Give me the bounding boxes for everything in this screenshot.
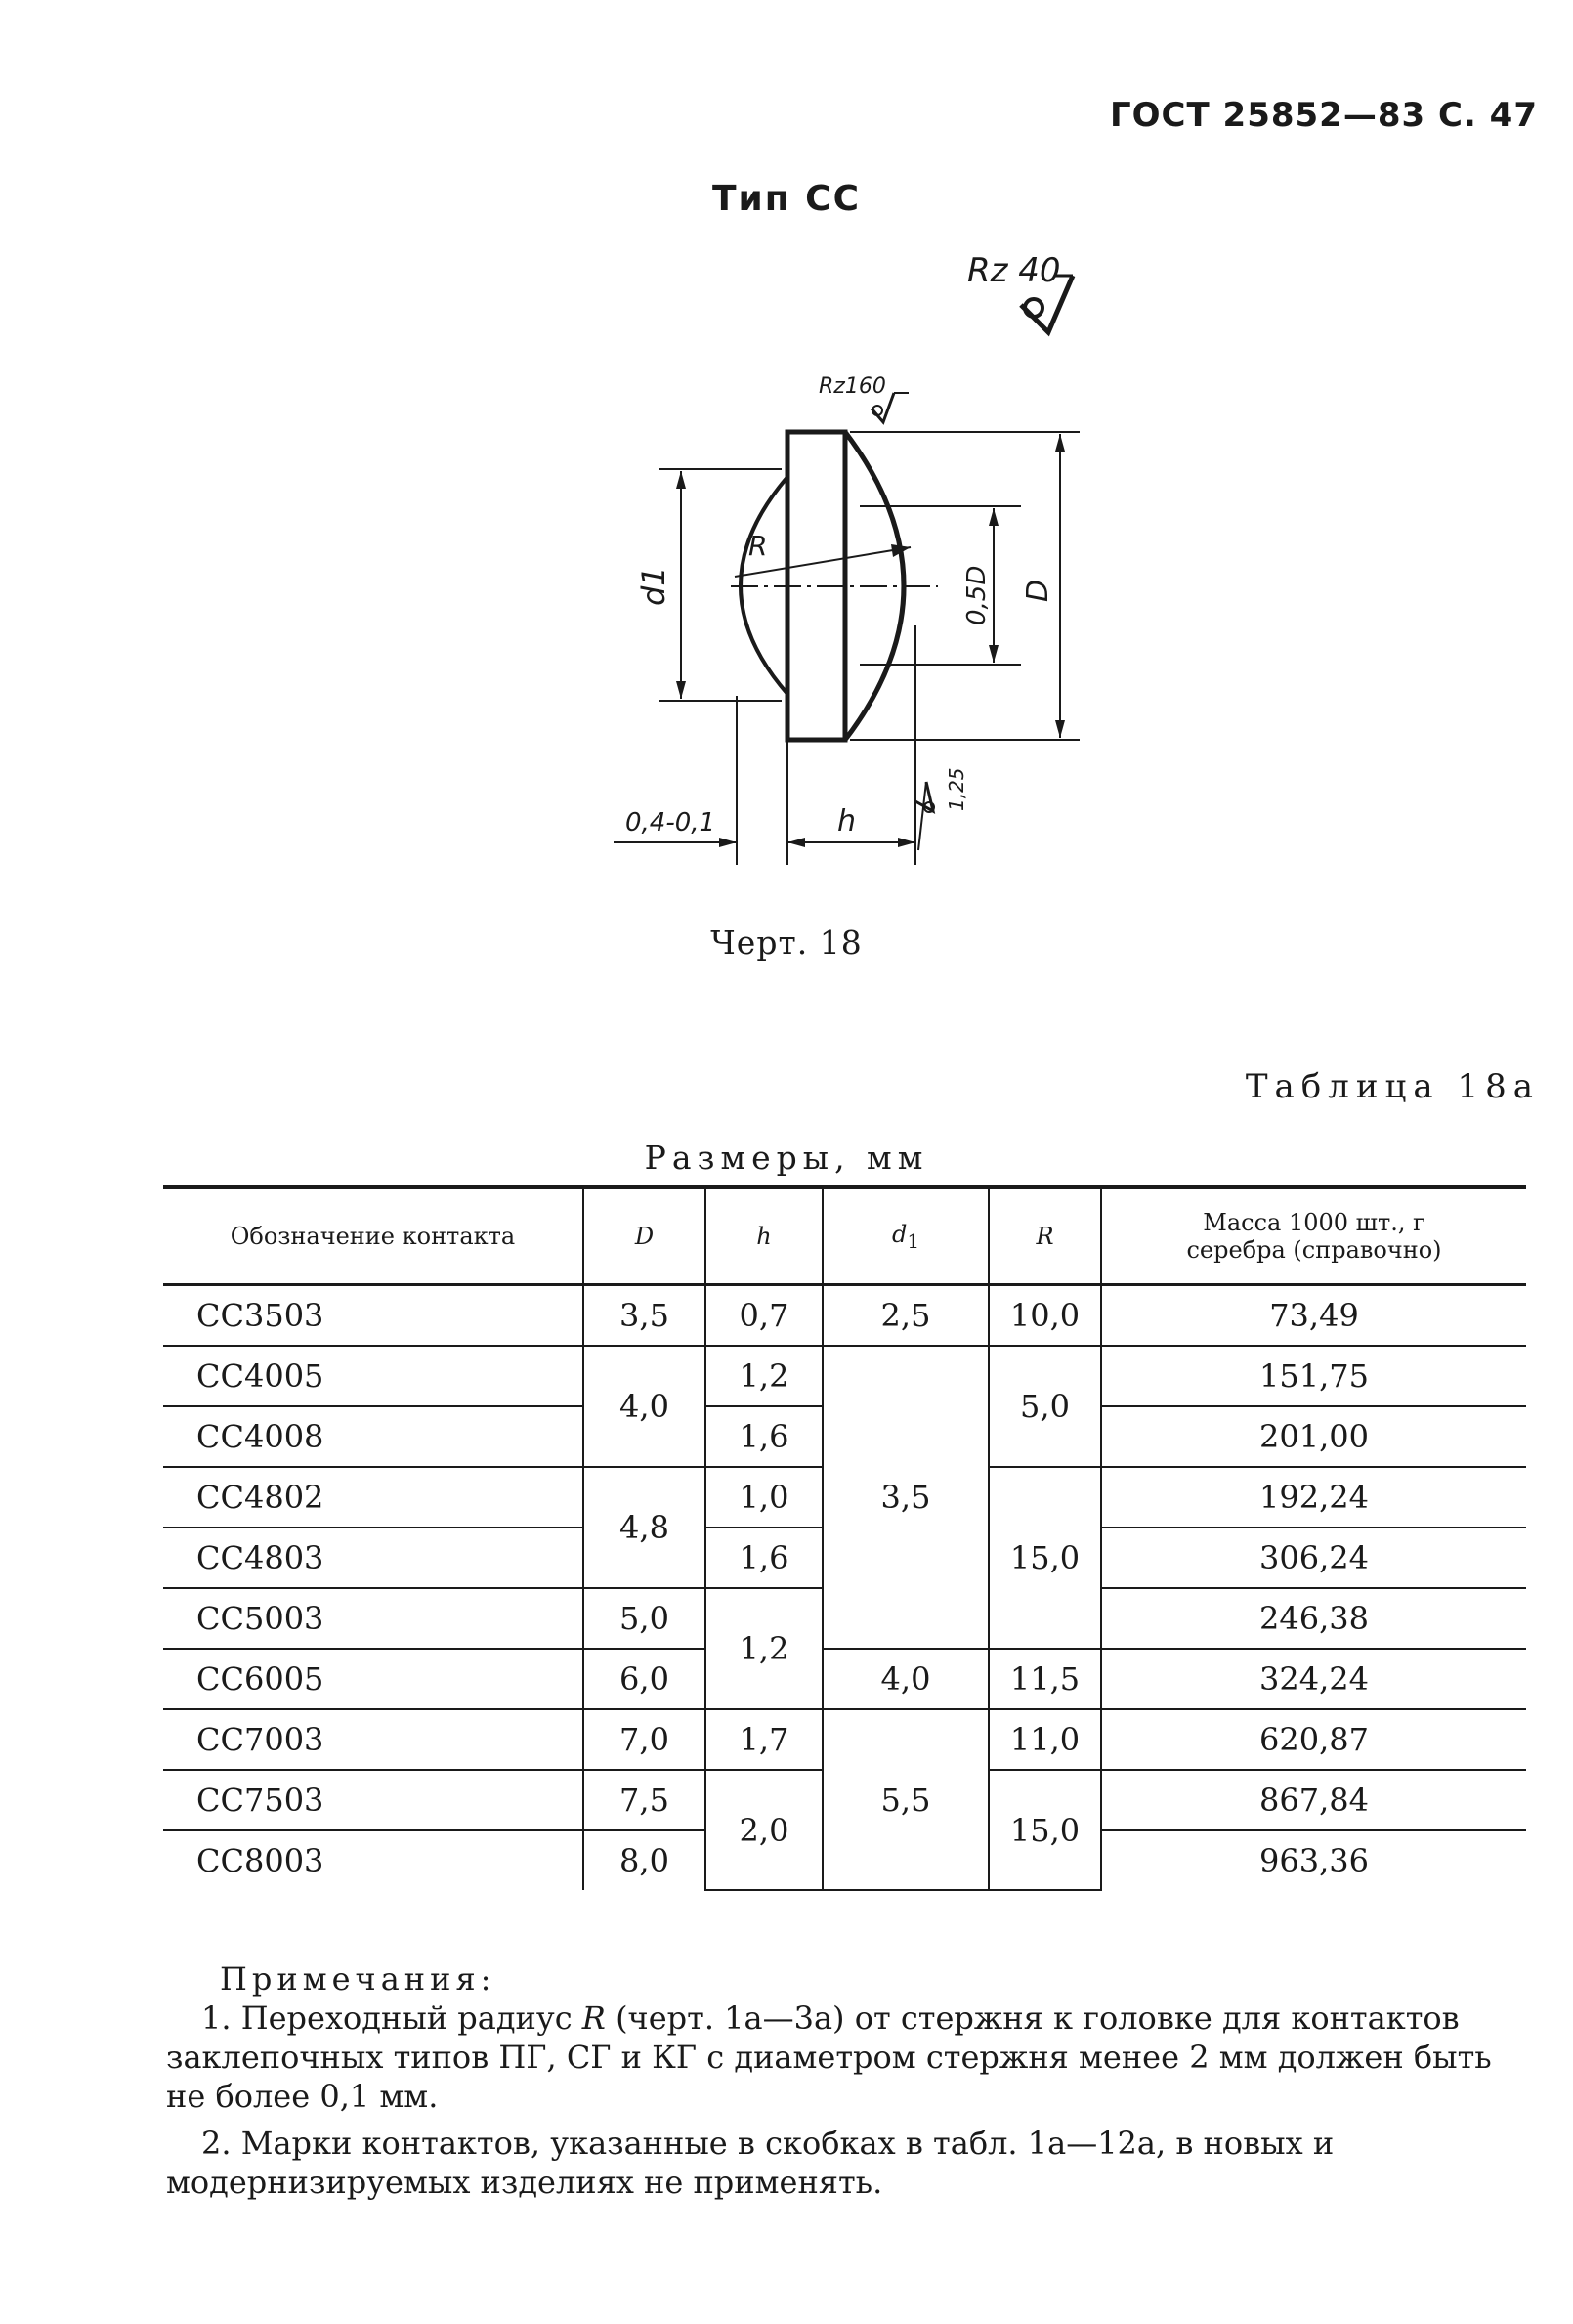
header-designation: Обозначение контакта <box>230 1223 516 1250</box>
note-1-text: (черт. 1а—3а) от стержня к головке для контактов заклепочных типов ПГ, СГ и КГ с диаметром стержня менее 2 мм должен быть не более 0,1 мм. <box>166 2000 1492 2115</box>
cell-D: 3,5 <box>583 1285 705 1347</box>
cell-mass: 963,36 <box>1101 1830 1526 1890</box>
cell-mass: 867,84 <box>1101 1770 1526 1830</box>
cell-name: СС4005 <box>163 1346 583 1406</box>
cell-mass: 306,24 <box>1101 1528 1526 1588</box>
cell-name: СС4803 <box>163 1528 583 1588</box>
cell-R: 15,0 <box>989 1467 1101 1649</box>
roughness-face-symbol <box>915 782 934 850</box>
type-title: Тип СС <box>711 179 862 219</box>
cell-d1: 2,5 <box>823 1285 989 1347</box>
header-mass-line1: Масса 1000 шт., г <box>1203 1209 1425 1236</box>
cell-D: 4,8 <box>583 1467 705 1588</box>
table-subtitle: Размеры, мм <box>644 1139 929 1177</box>
cell-name: СС5003 <box>163 1588 583 1649</box>
cell-R: 5,0 <box>989 1346 1101 1467</box>
dim-h-label: h <box>837 804 857 839</box>
note-1 <box>166 1999 1529 2116</box>
header-d1-symbol: d <box>891 1220 908 1248</box>
cell-d1: 4,0 <box>823 1649 989 1709</box>
note-1-prefix: 1. Переходный радиус <box>201 2000 573 2037</box>
cell-mass: 620,87 <box>1101 1709 1526 1770</box>
cell-h: 1,2 <box>705 1588 823 1709</box>
contact-drawing <box>586 244 1094 870</box>
note-2: 2. Марки контактов, указанные в скобках в табл. 1а—12а, в новых и модернизируемых изделиях не применять. <box>166 2125 1335 2201</box>
cell-h: 1,6 <box>705 1528 823 1588</box>
table-header-row <box>163 1187 1526 1285</box>
notes <box>166 1959 1529 2202</box>
cell-name: СС7003 <box>163 1709 583 1770</box>
header-D: D <box>583 1187 705 1285</box>
cell-R: 11,0 <box>989 1709 1101 1770</box>
cell-D: 7,0 <box>583 1709 705 1770</box>
figure-caption: Черт. 18 <box>710 924 863 962</box>
header-h: h <box>705 1187 823 1285</box>
header-mass-line2: серебра (справочно) <box>1186 1236 1442 1264</box>
dim-d1-label: d1 <box>635 566 672 606</box>
cell-D: 6,0 <box>583 1649 705 1709</box>
cell-D: 5,0 <box>583 1588 705 1649</box>
notes-heading: Примечания: <box>220 1960 496 1998</box>
roughness-top-label: Rz160 <box>819 374 886 399</box>
cell-h: 2,0 <box>705 1770 823 1890</box>
note-1-symbol: R <box>581 2000 606 2037</box>
table-label: Таблица 18а <box>1245 1067 1540 1106</box>
cell-mass: 73,49 <box>1101 1285 1526 1347</box>
dim-offset-label: 0,4-0,1 <box>625 808 716 838</box>
cell-name: СС7503 <box>163 1770 583 1830</box>
roughness-general-label: Rz 40 <box>967 251 1061 290</box>
cell-d1: 3,5 <box>823 1346 989 1649</box>
cell-mass: 324,24 <box>1101 1649 1526 1709</box>
header-R: R <box>989 1187 1101 1285</box>
cell-name: СС4802 <box>163 1467 583 1528</box>
cell-mass: 192,24 <box>1101 1467 1526 1528</box>
cell-h: 1,7 <box>705 1709 823 1770</box>
cell-R: 15,0 <box>989 1770 1101 1890</box>
cell-mass: 201,00 <box>1101 1406 1526 1467</box>
cell-mass: 151,75 <box>1101 1346 1526 1406</box>
table-row <box>163 1285 1526 1347</box>
cell-R: 11,5 <box>989 1649 1101 1709</box>
cell-D: 7,5 <box>583 1770 705 1830</box>
cell-name: СС3503 <box>163 1285 583 1347</box>
cell-name: СС4008 <box>163 1406 583 1467</box>
cell-name: СС6005 <box>163 1649 583 1709</box>
cell-D: 4,0 <box>583 1346 705 1467</box>
cell-D: 8,0 <box>583 1830 705 1890</box>
dim-05D-label: 0,5D <box>962 565 992 625</box>
cell-name: СС8003 <box>196 1842 324 1879</box>
cell-h: 1,6 <box>705 1406 823 1467</box>
cell-h: 1,0 <box>705 1467 823 1528</box>
cell-d1: 5,5 <box>823 1709 989 1890</box>
cell-h: 1,2 <box>705 1346 823 1406</box>
page-header: ГОСТ 25852—83 С. 47 <box>1109 96 1538 135</box>
table-row <box>163 1346 1526 1406</box>
table-row <box>163 1649 1526 1709</box>
header-d1-subscript: 1 <box>907 1228 920 1253</box>
cell-R: 10,0 <box>989 1285 1101 1347</box>
table-container <box>163 1185 1526 1891</box>
header-mass <box>1101 1187 1526 1285</box>
cell-mass: 246,38 <box>1101 1588 1526 1649</box>
header-d1 <box>823 1187 989 1285</box>
table-row <box>163 1709 1526 1770</box>
roughness-face-label: 1,25 <box>945 767 968 811</box>
dim-R-label: R <box>748 530 768 562</box>
dim-D-label: D <box>1021 579 1055 602</box>
cell-h: 0,7 <box>705 1285 823 1347</box>
contacts-table <box>163 1185 1526 1891</box>
